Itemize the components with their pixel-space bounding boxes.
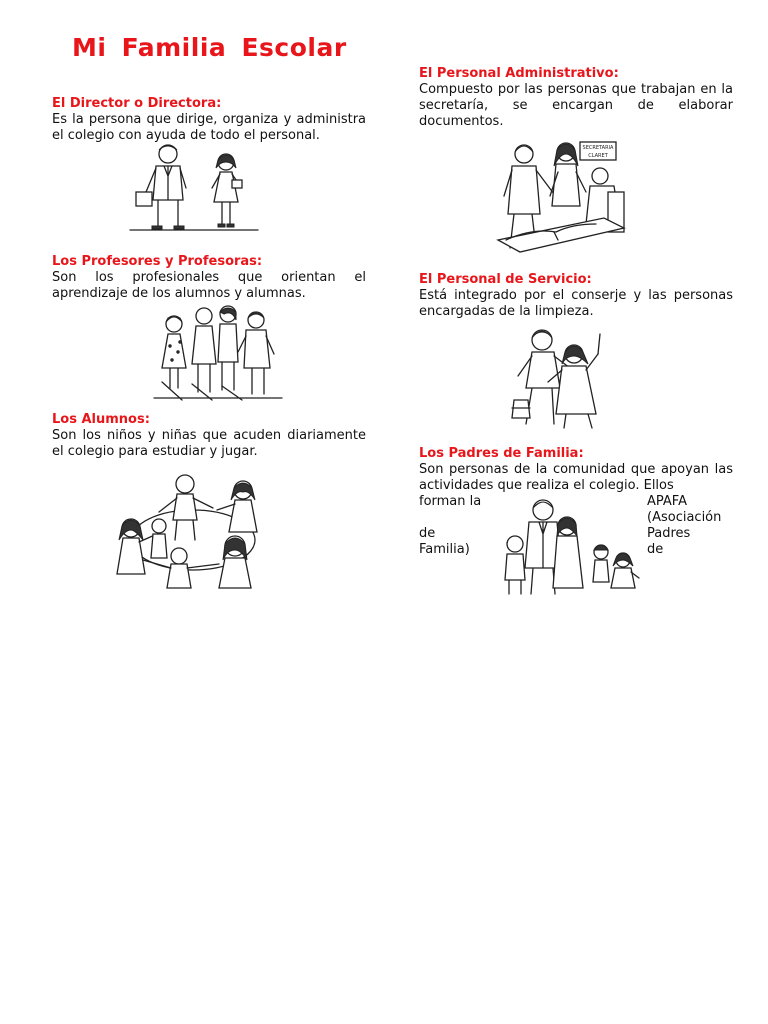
students-circle-illustration-icon: [113, 470, 273, 592]
apafa-text: Familia): [419, 542, 470, 557]
director-illustration-icon: [128, 140, 260, 232]
section-body: Son los niños y niñas que acuden diariamente el colegio para estudiar y jugar.: [52, 428, 366, 459]
section-heading: Los Alumnos:: [52, 412, 150, 427]
sign-text: SECRETARIA: [582, 145, 614, 151]
apafa-text: forman la: [419, 494, 482, 509]
section-profesores: [52, 254, 366, 302]
apafa-text: APAFA: [647, 494, 687, 509]
svg-text:CLARET: CLARET: [588, 153, 608, 159]
parents-family-illustration-icon: [497, 496, 641, 596]
apafa-text: de: [419, 526, 436, 541]
apafa-text: (Asociación: [647, 510, 722, 525]
section-body: Son los profesionales que orientan el aprendizaje de los alumnos y alumnas.: [52, 270, 366, 301]
section-heading: Los Padres de Familia:: [419, 446, 584, 461]
teachers-illustration-icon: [152, 302, 284, 402]
section-director: [52, 96, 366, 144]
section-body: Son personas de la comunidad que apoyan las actividades que realiza el colegio. Ellos: [419, 462, 733, 493]
section-body: Está integrado por el conserje y las personas encargadas de la limpieza.: [419, 288, 733, 319]
secretary-office-illustration-icon: [496, 136, 628, 260]
section-alumnos: [52, 412, 366, 460]
section-heading: El Personal de Servicio:: [419, 272, 592, 287]
section-heading: Los Profesores y Profesoras:: [52, 254, 263, 269]
page-title: Mi Familia Escolar: [72, 33, 347, 62]
section-servicio: [419, 272, 733, 320]
section-body: Es la persona que dirige, organiza y administra el colegio con ayuda de todo el personal.: [52, 112, 366, 143]
section-administrativo: [419, 66, 733, 130]
cleaning-staff-illustration-icon: [508, 324, 604, 430]
apafa-text: Padres de: [647, 526, 691, 557]
section-heading: El Director o Directora:: [52, 96, 222, 111]
section-heading: El Personal Administrativo:: [419, 66, 619, 81]
section-body: Compuesto por las personas que trabajan en la secretaría, se encargan de elaborar documentos.: [419, 82, 733, 129]
